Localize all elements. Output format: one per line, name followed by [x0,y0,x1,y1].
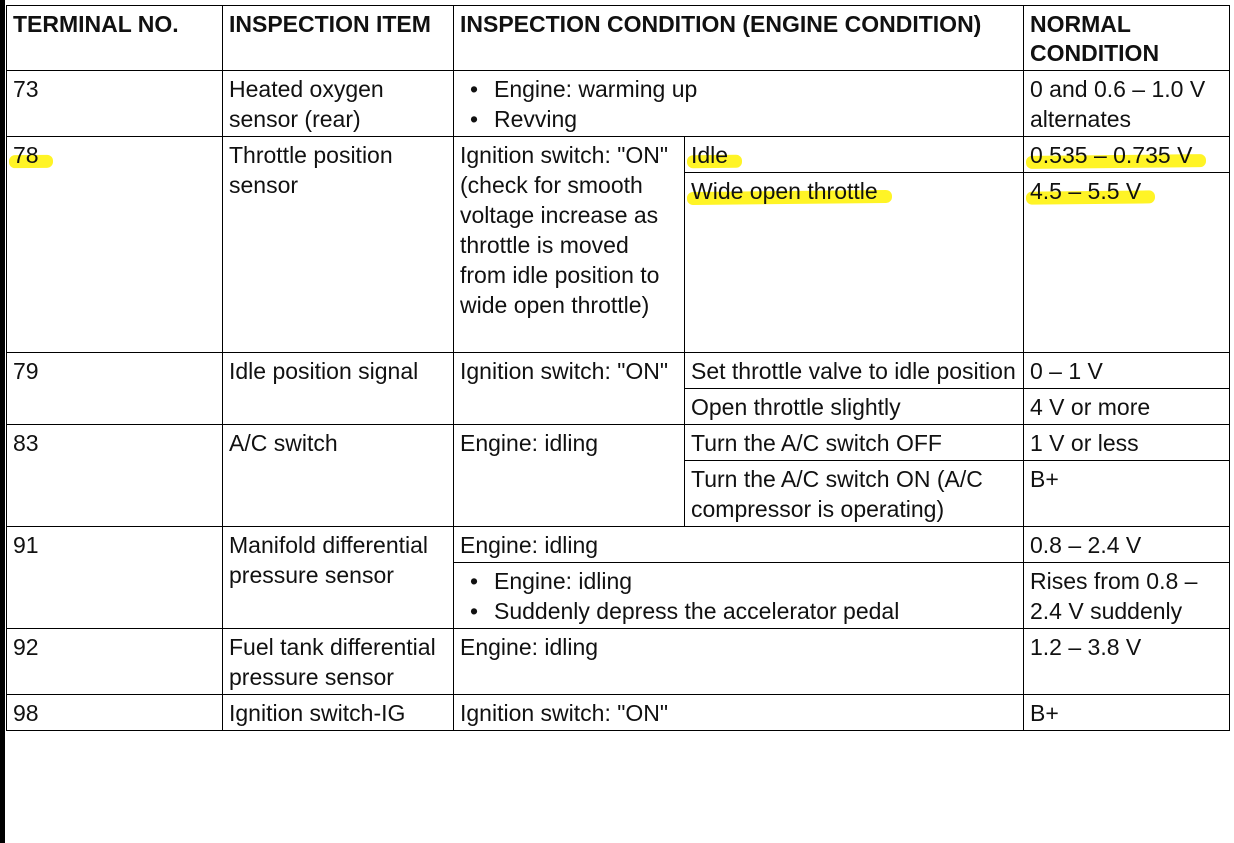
terminal-cell: 91 [7,527,223,629]
condition-bullet-list [460,566,1018,626]
table-row [7,71,1230,137]
header-terminal: TERMINAL NO. [7,6,223,71]
highlighted-text: 4.5 – 5.5 V [1030,178,1142,204]
list-item: • Engine: warming up [464,74,1018,104]
normal-cell: 0 and 0.6 – 1.0 V alternates [1024,71,1230,137]
normal-cell: 0.8 – 2.4 V [1024,527,1230,563]
normal-cell: 1.2 – 3.8 V [1024,629,1230,695]
condition-cell [454,71,1024,137]
table-row [7,425,1230,461]
normal-cell [1024,173,1230,353]
item-cell: Throttle position sensor [223,137,454,353]
terminal-cell: 73 [7,71,223,137]
terminal-cell: 79 [7,353,223,425]
table-header-row [7,6,1230,71]
normal-cell [1024,137,1230,173]
terminal-cell: 92 [7,629,223,695]
item-cell: Manifold differential pressure sensor [223,527,454,629]
sub-condition-cell: Turn the A/C switch ON (A/C compressor is operating) [685,461,1024,527]
sub-condition-cell: Turn the A/C switch OFF [685,425,1024,461]
table-row [7,137,1230,173]
header-condition: INSPECTION CONDITION (ENGINE CONDITION) [454,6,1024,71]
condition-cell [454,563,1024,629]
condition-cell: Ignition switch: "ON" (check for smooth voltage increase as throttle is moved from idle position to wide open throttle) [454,137,685,353]
highlighted-text: 78 [13,142,39,168]
normal-cell: 0 – 1 V [1024,353,1230,389]
normal-cell: 1 V or less [1024,425,1230,461]
item-cell: Ignition switch-IG [223,695,454,731]
terminal-cell: 83 [7,425,223,527]
list-item: • Revving [464,104,1018,134]
normal-cell: 4 V or more [1024,389,1230,425]
table-row [7,629,1230,695]
header-normal: NORMAL CONDITION [1024,6,1230,71]
inspection-table [6,5,1230,731]
table-row [7,353,1230,389]
item-cell: A/C switch [223,425,454,527]
condition-cell: Engine: idling [454,425,685,527]
normal-cell: Rises from 0.8 – 2.4 V suddenly [1024,563,1230,629]
item-cell: Idle position signal [223,353,454,425]
page-edge-bar [0,0,5,843]
sub-condition-cell: Set throttle valve to idle position [685,353,1024,389]
highlighted-text: 0.535 – 0.735 V [1030,142,1193,168]
condition-cell: Ignition switch: "ON" [454,695,1024,731]
list-item: • Suddenly depress the accelerator pedal [464,596,1018,626]
item-cell: Heated oxygen sensor (rear) [223,71,454,137]
terminal-cell [7,137,223,353]
table-row [7,527,1230,563]
highlighted-text: Wide open throttle [691,178,878,204]
sub-condition-cell [685,137,1024,173]
normal-cell: B+ [1024,461,1230,527]
condition-bullet-list [460,74,1018,134]
condition-cell: Engine: idling [454,527,1024,563]
sub-condition-cell: Open throttle slightly [685,389,1024,425]
condition-cell: Ignition switch: "ON" [454,353,685,425]
normal-cell: B+ [1024,695,1230,731]
highlighted-text: Idle [691,142,729,168]
table-row [7,695,1230,731]
terminal-cell: 98 [7,695,223,731]
condition-cell: Engine: idling [454,629,1024,695]
list-item: • Engine: idling [464,566,1018,596]
header-item: INSPECTION ITEM [223,6,454,71]
sub-condition-cell [685,173,1024,353]
item-cell: Fuel tank differential pressure sensor [223,629,454,695]
